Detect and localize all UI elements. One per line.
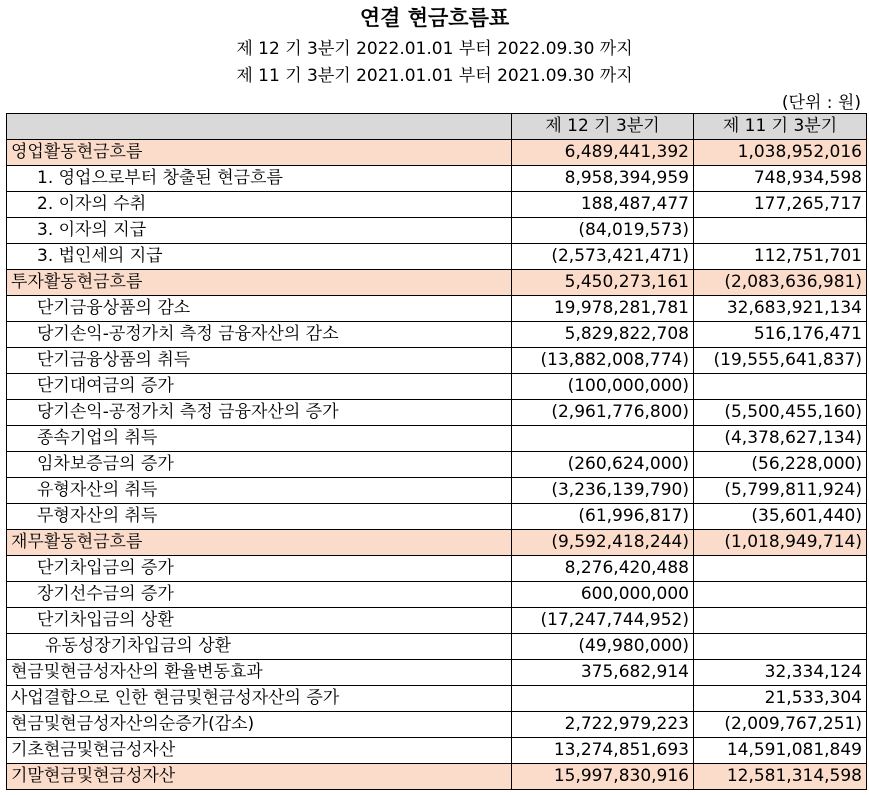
row-label: 1. 영업으로부터 창출된 현금흐름 bbox=[7, 166, 512, 192]
current-period-value: (100,000,000) bbox=[512, 374, 694, 400]
table-row bbox=[7, 452, 867, 478]
header-account bbox=[7, 114, 512, 140]
row-label: 3. 이자의 지급 bbox=[7, 218, 512, 244]
table-row bbox=[7, 244, 867, 270]
row-label: 사업결합으로 인한 현금및현금성자산의 증가 bbox=[7, 686, 512, 712]
prior-period-value: (56,228,000) bbox=[694, 452, 867, 478]
statement-title: 연결 현금흐름표 bbox=[359, 5, 510, 30]
row-label: 기말현금및현금성자산 bbox=[7, 764, 512, 790]
row-label: 3. 법인세의 지급 bbox=[7, 244, 512, 270]
table-row bbox=[7, 400, 867, 426]
row-label: 현금및현금성자산의순증가(감소) bbox=[7, 712, 512, 738]
table-row bbox=[7, 140, 867, 166]
row-label: 당기손익-공정가치 측정 금융자산의 증가 bbox=[7, 400, 512, 426]
prior-period-value: (5,799,811,924) bbox=[694, 478, 867, 504]
prior-period-value: (5,500,455,160) bbox=[694, 400, 867, 426]
header-prior-period: 제 11 기 3분기 bbox=[694, 114, 867, 140]
prior-period-value: 21,533,304 bbox=[694, 686, 867, 712]
prior-period-value bbox=[694, 582, 867, 608]
prior-period-value: 14,591,081,849 bbox=[694, 738, 867, 764]
current-period-value: 6,489,441,392 bbox=[512, 140, 694, 166]
current-period-value: (9,592,418,244) bbox=[512, 530, 694, 556]
prior-period-value: (1,018,949,714) bbox=[694, 530, 867, 556]
row-label: 영업활동현금흐름 bbox=[7, 140, 512, 166]
table-row bbox=[7, 608, 867, 634]
prior-period-value: (2,083,636,981) bbox=[694, 270, 867, 296]
prior-period-value bbox=[694, 634, 867, 660]
table-row bbox=[7, 166, 867, 192]
prior-period-value: 516,176,471 bbox=[694, 322, 867, 348]
prior-period-value: (19,555,641,837) bbox=[694, 348, 867, 374]
prior-period-value: 177,265,717 bbox=[694, 192, 867, 218]
table-row bbox=[7, 374, 867, 400]
table-row bbox=[7, 556, 867, 582]
prior-period-value: 748,934,598 bbox=[694, 166, 867, 192]
prior-period-value: 1,038,952,016 bbox=[694, 140, 867, 166]
row-label: 무형자산의 취득 bbox=[7, 504, 512, 530]
row-label: 유형자산의 취득 bbox=[7, 478, 512, 504]
current-period-value: 188,487,477 bbox=[512, 192, 694, 218]
unit-label: (단위 : 원) bbox=[781, 93, 861, 113]
prior-period-value: 32,334,124 bbox=[694, 660, 867, 686]
row-label: 기초현금및현금성자산 bbox=[7, 738, 512, 764]
current-period-value: (2,573,421,471) bbox=[512, 244, 694, 270]
current-period-value: 13,274,851,693 bbox=[512, 738, 694, 764]
row-label: 단기금융상품의 감소 bbox=[7, 296, 512, 322]
row-label: 단기차입금의 상환 bbox=[7, 608, 512, 634]
prior-period-value: 112,751,701 bbox=[694, 244, 867, 270]
current-period-value: 600,000,000 bbox=[512, 582, 694, 608]
current-period-value: 5,829,822,708 bbox=[512, 322, 694, 348]
prior-period-value: (4,378,627,134) bbox=[694, 426, 867, 452]
current-period-value: 8,958,394,959 bbox=[512, 166, 694, 192]
prior-period-value: 12,581,314,598 bbox=[694, 764, 867, 790]
current-period-value: 2,722,979,223 bbox=[512, 712, 694, 738]
row-label: 단기차입금의 증가 bbox=[7, 556, 512, 582]
prior-period-line: 제 11 기 3분기 2021.01.01 부터 2021.09.30 까지 bbox=[236, 66, 633, 86]
table-row bbox=[7, 322, 867, 348]
row-label: 재무활동현금흐름 bbox=[7, 530, 512, 556]
current-period-value: 15,997,830,916 bbox=[512, 764, 694, 790]
table-row bbox=[7, 764, 867, 790]
table-row bbox=[7, 218, 867, 244]
current-period-value: (2,961,776,800) bbox=[512, 400, 694, 426]
table-header-row bbox=[7, 114, 867, 140]
table-row bbox=[7, 712, 867, 738]
current-period-line: 제 12 기 3분기 2022.01.01 부터 2022.09.30 까지 bbox=[236, 39, 633, 59]
table-row bbox=[7, 296, 867, 322]
cash-flow-table bbox=[6, 113, 867, 790]
current-period-value: 19,978,281,781 bbox=[512, 296, 694, 322]
current-period-value: (17,247,744,952) bbox=[512, 608, 694, 634]
prior-period-value: (2,009,767,251) bbox=[694, 712, 867, 738]
row-label: 당기손익-공정가치 측정 금융자산의 감소 bbox=[7, 322, 512, 348]
current-period-value bbox=[512, 426, 694, 452]
current-period-value: (13,882,008,774) bbox=[512, 348, 694, 374]
current-period-value: (3,236,139,790) bbox=[512, 478, 694, 504]
prior-period-value: (35,601,440) bbox=[694, 504, 867, 530]
current-period-value: (49,980,000) bbox=[512, 634, 694, 660]
row-label: 투자활동현금흐름 bbox=[7, 270, 512, 296]
row-label: 현금및현금성자산의 환율변동효과 bbox=[7, 660, 512, 686]
current-period-value: 375,682,914 bbox=[512, 660, 694, 686]
current-period-value: (84,019,573) bbox=[512, 218, 694, 244]
table-row bbox=[7, 426, 867, 452]
prior-period-value bbox=[694, 374, 867, 400]
current-period-value: 8,276,420,488 bbox=[512, 556, 694, 582]
table-row bbox=[7, 348, 867, 374]
row-label: 2. 이자의 수취 bbox=[7, 192, 512, 218]
row-label: 장기선수금의 증가 bbox=[7, 582, 512, 608]
table-row bbox=[7, 582, 867, 608]
table-row bbox=[7, 686, 867, 712]
table-row bbox=[7, 530, 867, 556]
row-label: 단기금융상품의 취득 bbox=[7, 348, 512, 374]
table-row bbox=[7, 634, 867, 660]
current-period-value: (260,624,000) bbox=[512, 452, 694, 478]
table-row bbox=[7, 660, 867, 686]
table-row bbox=[7, 192, 867, 218]
current-period-value: 5,450,273,161 bbox=[512, 270, 694, 296]
header-current-period: 제 12 기 3분기 bbox=[512, 114, 694, 140]
prior-period-value bbox=[694, 556, 867, 582]
prior-period-value bbox=[694, 608, 867, 634]
row-label: 종속기업의 취득 bbox=[7, 426, 512, 452]
current-period-value: (61,996,817) bbox=[512, 504, 694, 530]
table-row bbox=[7, 504, 867, 530]
table-row bbox=[7, 738, 867, 764]
row-label: 단기대여금의 증가 bbox=[7, 374, 512, 400]
current-period-value bbox=[512, 686, 694, 712]
table-row bbox=[7, 478, 867, 504]
row-label: 임차보증금의 증가 bbox=[7, 452, 512, 478]
prior-period-value: 32,683,921,134 bbox=[694, 296, 867, 322]
row-label: 유동성장기차입금의 상환 bbox=[7, 634, 512, 660]
prior-period-value bbox=[694, 218, 867, 244]
table-row bbox=[7, 270, 867, 296]
